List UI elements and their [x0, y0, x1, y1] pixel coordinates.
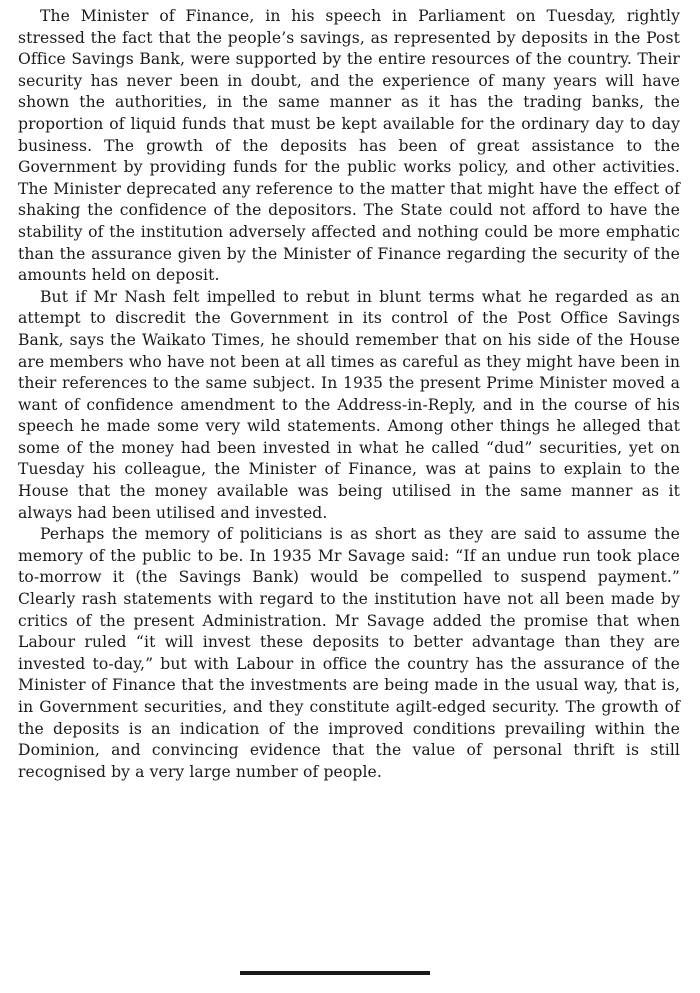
- end-rule-divider: [240, 971, 430, 975]
- paragraph-2: But if Mr Nash felt impelled to rebut in blunt terms what he regarded as an attempt to discredit the Government in its control of the Post Office Savings Bank, says the Waikato Times, he should remember that on his side of the House are members who have not been at all times as careful as they might have been in their references to the same subject. In 1935 the present Prime Minister moved a want of confidence amendment to the Address-in-Reply, and in the course of his speech he made some very wild statements. Among other things he alleged that some of the money had been invested in what he called “dud” securities, yet on Tuesday his colleague, the Minister of Finance, was at pains to explain to the House that the money available was being utilised in the same manner as it always had been utilised and invested.: [18, 287, 680, 522]
- article-body: [18, 6, 680, 783]
- paragraph-3: Perhaps the memory of politicians is as short as they are said to assume the memory of the public to be. In 1935 Mr Savage said: “If an undue run took place to-morrow it (the Savings Bank) would be compelled to suspend payment.” Clearly rash statements with regard to the institution have not all been made by critics of the present Administration. Mr Savage added the promise that when Labour ruled “it will invest these deposits to better advantage than they are invested to-day,” but with Labour in office the country has the assurance of the Minister of Finance that the investments are being made in the usual way, that is, in Government securities, and they constitute agilt-edged security. The growth of the deposits is an indication of the improved conditions prevailing within the Dominion, and convincing evidence that the value of personal thrift is still recognised by a very large number of people.: [18, 525, 680, 781]
- paragraph-1: The Minister of Finance, in his speech in Parliament on Tuesday, rightly stressed the fact that the people’s savings, as represented by deposits in the Post Office Savings Bank, were supported by the entire resources of the country. Their security has never been in doubt, and the experience of many years will have shown the authorities, in the same manner as it has the trading banks, the proportion of liquid funds that must be kept available for the ordinary day to day business. The growth of the deposits has been of great assistance to the Government by providing funds for the public works policy, and other activities. The Minister deprecated any reference to the matter that might have the effect of shaking the confidence of the depositors. The State could not afford to have the stability of the institution adversely affected and nothing could be more emphatic than the assurance given by the Minister of Finance regarding the security of the amounts held on deposit.: [18, 7, 680, 285]
